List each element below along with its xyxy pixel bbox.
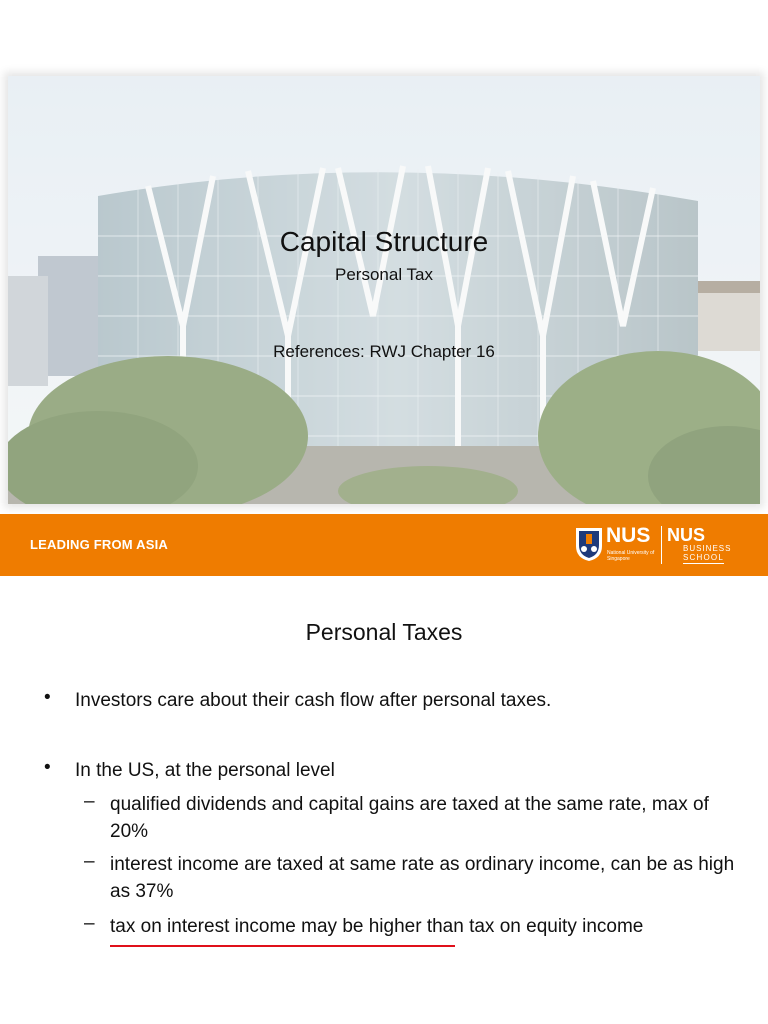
building-photo [8,76,760,504]
nus-wordmark: NUS [606,524,651,547]
emphasis-underline [110,945,455,947]
sub-bullet-marker: – [84,851,95,872]
crest-icon [574,526,604,562]
bullet-marker: • [44,757,51,778]
slide-subtitle: Personal Tax [335,265,433,284]
nus-business-wordmark: NUS [667,525,706,545]
bullet-text: In the US, at the personal level [75,760,335,781]
business-label: BUSINESS [683,544,732,553]
footer-banner [0,514,768,576]
references-text: References: RWJ Chapter 16 [273,342,495,361]
nus-fullname: National University of Singapore [607,550,655,562]
content-slide [0,577,768,1024]
tagline: LEADING FROM ASIA [30,537,168,552]
sub-bullet-text: qualified dividends and capital gains are taxed at the same rate, max of 20% [110,794,709,842]
logo-divider [661,526,662,564]
school-label: SCHOOL [683,553,724,562]
sub-bullet-text: tax on interest income may be higher than tax on equity income [110,916,644,937]
nus-logo [570,522,760,568]
bullet-marker: • [44,687,51,708]
sub-bullet-text: interest income are taxed at same rate as ordinary income, can be as high as 37% [110,854,735,902]
bullet-text: Investors care about their cash flow after personal taxes. [75,690,552,711]
sub-bullet-marker: – [84,913,95,934]
sub-bullet-marker: – [84,791,95,812]
slide-title: Capital Structure [279,226,489,257]
photo-overlay [8,76,760,504]
slide-title: Personal Taxes [305,619,463,645]
